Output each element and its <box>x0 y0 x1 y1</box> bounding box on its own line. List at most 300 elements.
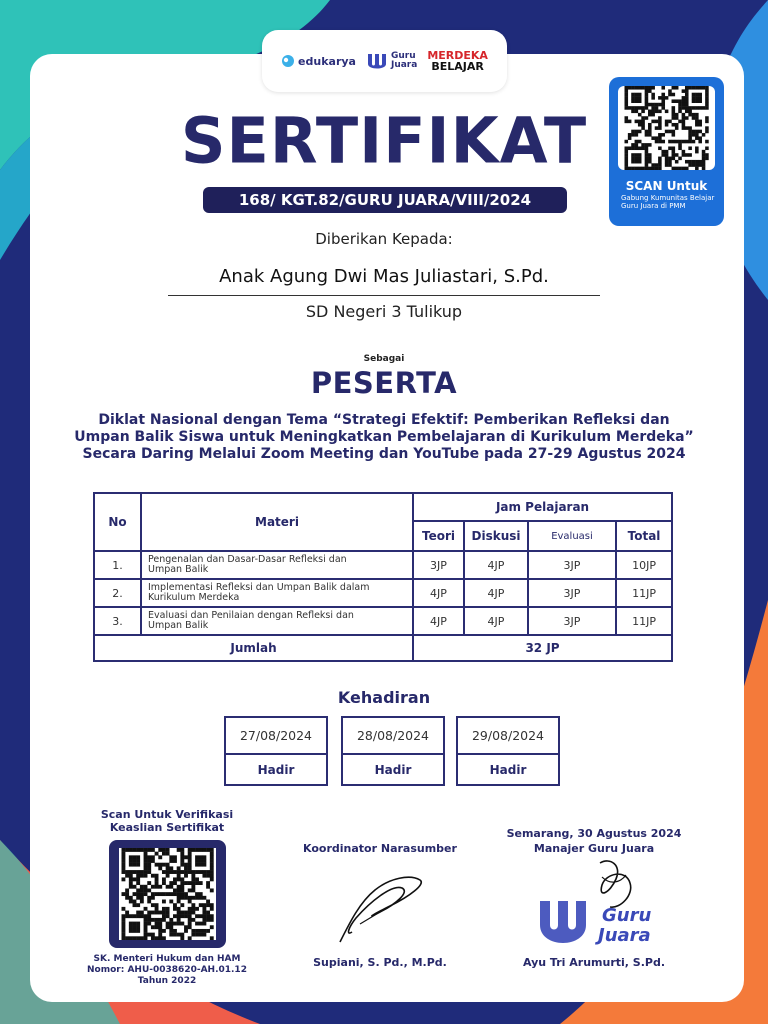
qr-module <box>199 896 203 900</box>
row-teori: 4JP <box>413 607 464 635</box>
qr-module <box>210 866 214 870</box>
qr-module <box>202 863 206 867</box>
qr-module <box>158 933 162 937</box>
qr-module <box>202 874 206 878</box>
header-no: No <box>94 493 141 551</box>
qr-module <box>177 911 181 915</box>
qr-module <box>147 881 151 885</box>
qr-module <box>147 859 151 863</box>
qr-module <box>177 907 181 911</box>
qr-module <box>173 877 177 881</box>
qr-verify-certificate[interactable] <box>109 840 226 948</box>
qr-module <box>631 86 635 90</box>
qr-module <box>129 855 133 859</box>
qr-module <box>188 922 192 926</box>
qr-module <box>173 914 177 918</box>
certificate-number: 168/ KGT.82/GURU JUARA/VIII/2024 <box>203 187 567 213</box>
qr-module <box>169 933 173 937</box>
qr-module <box>155 911 159 915</box>
qr-module <box>184 925 188 929</box>
qr-module <box>180 888 184 892</box>
qr-module <box>199 929 203 933</box>
qr-module <box>188 936 192 940</box>
qr-module <box>169 866 173 870</box>
qr-module <box>206 885 210 889</box>
attendance-date: 29/08/2024 <box>458 718 558 755</box>
qr-module <box>705 93 709 97</box>
qr-module <box>169 929 173 933</box>
row-materi <box>141 551 413 579</box>
qr-module <box>136 881 140 885</box>
sum-value: 32 JP <box>413 635 672 661</box>
qr-module <box>184 896 188 900</box>
qr-module <box>158 892 162 896</box>
qr-module <box>147 855 151 859</box>
qr-module <box>140 848 144 852</box>
qr-module <box>188 870 192 874</box>
qr-module <box>177 870 181 874</box>
manager-title: Manajer Guru Juara <box>533 842 655 855</box>
qr-module <box>158 863 162 867</box>
table-row <box>94 551 672 579</box>
qr-module <box>173 922 177 926</box>
qr-module <box>162 911 166 915</box>
qr-module <box>155 881 159 885</box>
qr-module <box>685 86 689 90</box>
qr-module <box>188 848 192 852</box>
qr-module <box>184 929 188 933</box>
qr-module <box>162 870 166 874</box>
qr-module <box>202 918 206 922</box>
qr-module <box>188 859 192 863</box>
qr-module <box>184 855 188 859</box>
edukarya-icon <box>281 54 295 68</box>
header-total: Total <box>616 521 672 551</box>
qr-module <box>136 877 140 881</box>
qr-module <box>195 896 199 900</box>
qr-module <box>625 96 629 100</box>
qr-module <box>136 870 140 874</box>
qr-module <box>136 855 140 859</box>
qr-module <box>188 925 192 929</box>
qr-module <box>651 93 655 97</box>
qr-module <box>210 863 214 867</box>
qr-module <box>210 870 214 874</box>
qr-module <box>698 86 702 90</box>
qr-module <box>692 93 696 97</box>
qr-module <box>147 914 151 918</box>
qr-module <box>180 859 184 863</box>
qr-module <box>129 874 133 878</box>
qr-module <box>158 929 162 933</box>
qr-module <box>169 925 173 929</box>
qr-module <box>202 922 206 926</box>
qr-module <box>144 852 148 856</box>
qr-module <box>210 914 214 918</box>
qr-module <box>129 936 133 940</box>
qr-module <box>125 874 129 878</box>
qr-module <box>151 933 155 937</box>
qr-module <box>180 863 184 867</box>
qr-module <box>685 96 689 100</box>
qr-module <box>180 911 184 915</box>
row-diskusi: 4JP <box>464 607 528 635</box>
qr-module <box>147 870 151 874</box>
qr-module <box>155 874 159 878</box>
qr-module <box>210 848 214 852</box>
name-underline <box>168 295 600 296</box>
qr-module <box>125 870 129 874</box>
materi-line: Pengenalan dan Dasar-Dasar Refleksi dan <box>148 554 347 565</box>
qr-module <box>136 859 140 863</box>
qr-module <box>169 859 173 863</box>
qr-module <box>129 900 133 904</box>
qr-module <box>675 86 679 90</box>
qr-module <box>210 859 214 863</box>
qr-module <box>122 922 126 926</box>
qr-module <box>695 86 699 90</box>
qr-module <box>173 907 177 911</box>
qr-module <box>136 922 140 926</box>
qr-module <box>661 96 665 100</box>
sum-label: Jumlah <box>94 635 413 661</box>
qr-module <box>151 874 155 878</box>
qr-module <box>672 86 676 90</box>
qr-module <box>155 852 159 856</box>
qr-module <box>645 96 649 100</box>
qr-module <box>173 933 177 937</box>
qr-module <box>173 859 177 863</box>
materi-line: Umpan Balik <box>148 620 209 631</box>
qr-module <box>177 877 181 881</box>
qr-module <box>144 859 148 863</box>
qr-module <box>122 859 126 863</box>
qr-module <box>162 881 166 885</box>
qr-module <box>180 885 184 889</box>
qr-module <box>169 900 173 904</box>
qr-module <box>129 848 133 852</box>
qr-module <box>184 914 188 918</box>
qr-module <box>180 936 184 940</box>
qr-module <box>177 922 181 926</box>
qr-module <box>188 852 192 856</box>
qr-module <box>180 848 184 852</box>
qr-module <box>651 96 655 100</box>
qr-module <box>122 918 126 922</box>
juara-text: Juara <box>390 60 418 70</box>
qr-module <box>188 888 192 892</box>
recipient-name: Anak Agung Dwi Mas Juliastari, S.Pd. <box>219 266 549 287</box>
coordinator-title: Koordinator Narasumber <box>303 842 457 855</box>
qr-module <box>199 870 203 874</box>
qr-module <box>645 86 649 90</box>
qr-module <box>169 855 173 859</box>
qr-module <box>645 93 649 97</box>
qr-module <box>136 925 140 929</box>
qr-module <box>206 929 210 933</box>
qr-module <box>173 855 177 859</box>
qr-module <box>140 914 144 918</box>
qr-module <box>191 903 195 907</box>
table-row <box>94 607 672 635</box>
qr-module <box>177 874 181 878</box>
given-to-label: Diberikan Kepada: <box>315 230 453 248</box>
qr-module <box>166 914 170 918</box>
qr-module <box>206 874 210 878</box>
qr-module <box>140 885 144 889</box>
qr-module <box>144 925 148 929</box>
qr-code-bottom <box>119 848 216 940</box>
qr-module <box>133 863 137 867</box>
qr-module <box>177 900 181 904</box>
qr-module <box>122 863 126 867</box>
table-row <box>94 579 672 607</box>
qr-module <box>147 911 151 915</box>
qr-module <box>672 93 676 97</box>
qr-module <box>188 900 192 904</box>
qr-module <box>202 870 206 874</box>
qr-module <box>628 86 632 90</box>
qr-module <box>210 874 214 878</box>
row-total: 10JP <box>616 551 672 579</box>
qr-module <box>122 907 126 911</box>
attendance-day <box>224 716 328 786</box>
qr-module <box>136 911 140 915</box>
row-no: 2. <box>94 579 141 607</box>
qr-module <box>173 881 177 885</box>
qr-module <box>188 855 192 859</box>
qr-module <box>166 870 170 874</box>
qr-module <box>158 855 162 859</box>
qr-module <box>162 892 166 896</box>
qr-module <box>685 89 689 93</box>
recipient-role: PESERTA <box>310 366 458 400</box>
guru-text: Guru <box>390 51 416 61</box>
qr-module <box>133 885 137 889</box>
qr-module <box>188 881 192 885</box>
qr-module <box>184 892 188 896</box>
qr-module <box>698 96 702 100</box>
qr-module <box>202 933 206 937</box>
qr-module <box>645 89 649 93</box>
qr-module <box>166 892 170 896</box>
qr-module <box>122 855 126 859</box>
qr-module <box>625 86 629 90</box>
qr-module <box>210 877 214 881</box>
qr-module <box>177 896 181 900</box>
qr-module <box>166 848 170 852</box>
stamp-guru: Guru <box>602 905 652 926</box>
qr-module <box>125 914 129 918</box>
qr-module <box>191 885 195 889</box>
qr-module <box>180 933 184 937</box>
qr-module <box>136 936 140 940</box>
row-total: 11JP <box>616 607 672 635</box>
qr-module <box>635 93 639 97</box>
qr-module <box>625 93 629 97</box>
qr-module <box>166 885 170 889</box>
qr-module <box>188 918 192 922</box>
qr-module <box>155 863 159 867</box>
qr-module <box>140 874 144 878</box>
qr-module <box>698 93 702 97</box>
qr-module <box>125 911 129 915</box>
qr-module <box>206 903 210 907</box>
qr-module <box>144 922 148 926</box>
qr-module <box>144 870 148 874</box>
qr-module <box>210 903 214 907</box>
event-description <box>40 412 728 463</box>
qr-module <box>133 922 137 926</box>
qr-module <box>122 914 126 918</box>
qr-module <box>641 86 645 90</box>
qr-module <box>125 896 129 900</box>
header-jam-pelajaran: Jam Pelajaran <box>413 493 672 521</box>
header-evaluasi: Evaluasi <box>528 521 616 551</box>
qr-module <box>195 892 199 896</box>
qr-module <box>188 896 192 900</box>
qr-module <box>151 896 155 900</box>
qr-module <box>705 96 709 100</box>
qr-module <box>158 918 162 922</box>
qr-module <box>195 848 199 852</box>
qr-module <box>210 918 214 922</box>
qr-module <box>140 900 144 904</box>
qr-module <box>133 848 137 852</box>
qr-module <box>195 929 199 933</box>
legal-registration <box>62 954 272 987</box>
qr-module <box>129 859 133 863</box>
materi-line: Implementasi Refleksi dan Umpan Balik dalam <box>148 582 370 593</box>
qr-module <box>151 859 155 863</box>
qr-module <box>136 903 140 907</box>
qr-module <box>125 888 129 892</box>
qr-module <box>695 96 699 100</box>
qr-module <box>180 881 184 885</box>
qr-module <box>191 929 195 933</box>
qr-module <box>177 914 181 918</box>
qr-module <box>129 863 133 867</box>
qr-module <box>140 911 144 915</box>
qr-module <box>122 870 126 874</box>
qr-module <box>206 911 210 915</box>
qr-module <box>136 888 140 892</box>
qr-module <box>155 922 159 926</box>
lesson-hours-table <box>93 492 673 662</box>
qr-module <box>191 911 195 915</box>
qr-module <box>202 907 206 911</box>
qr-module <box>158 925 162 929</box>
qr-module <box>158 848 162 852</box>
qr-module <box>631 96 635 100</box>
qr-module <box>140 896 144 900</box>
qr-module <box>169 892 173 896</box>
qr-module <box>129 925 133 929</box>
qr-module <box>166 852 170 856</box>
signing-block <box>488 826 700 856</box>
qr-module <box>195 922 199 926</box>
edukarya-logo <box>281 54 356 68</box>
qr-module <box>147 922 151 926</box>
attendance-day <box>456 716 560 786</box>
qr-module <box>158 866 162 870</box>
qr-module <box>144 929 148 933</box>
attendance-title: Kehadiran <box>337 688 431 707</box>
qr-module <box>166 907 170 911</box>
qr-module <box>682 89 686 93</box>
qr-module <box>177 885 181 889</box>
qr-module <box>133 892 137 896</box>
qr-module <box>122 848 126 852</box>
qr-module <box>147 900 151 904</box>
attendance-day <box>341 716 445 786</box>
qr-module <box>122 929 126 933</box>
qr-module <box>199 903 203 907</box>
qr-module <box>129 885 133 889</box>
qr-module <box>695 93 699 97</box>
qr-module <box>151 911 155 915</box>
qr-module <box>144 936 148 940</box>
qr-module <box>191 874 195 878</box>
qr-module <box>210 936 214 940</box>
coordinator-signature <box>330 862 430 952</box>
qr-module <box>129 881 133 885</box>
qr-module <box>202 859 206 863</box>
qr-module <box>151 918 155 922</box>
qr-module <box>180 855 184 859</box>
qr-module <box>122 892 126 896</box>
row-evaluasi: 3JP <box>528 607 616 635</box>
row-teori: 3JP <box>413 551 464 579</box>
qr-module <box>177 892 181 896</box>
verify-line: Keaslian Sertifikat <box>109 821 225 834</box>
qr-module <box>144 888 148 892</box>
row-diskusi: 4JP <box>464 579 528 607</box>
qr-module <box>210 925 214 929</box>
description-line: Umpan Balik Siswa untuk Meningkatkan Pembelajaran di Kurikulum Merdeka” <box>74 429 694 445</box>
description-line: Secara Daring Melalui Zoom Meeting dan YouTube pada 27-29 Agustus 2024 <box>82 446 686 462</box>
qr-module <box>658 96 662 100</box>
qr-module <box>184 911 188 915</box>
qr-module <box>136 914 140 918</box>
qr-module <box>180 852 184 856</box>
qr-module <box>210 907 214 911</box>
qr-module <box>155 918 159 922</box>
qr-module <box>184 866 188 870</box>
qr-module <box>635 96 639 100</box>
qr-module <box>702 86 706 90</box>
qr-module <box>136 896 140 900</box>
qr-module <box>129 896 133 900</box>
qr-module <box>144 874 148 878</box>
row-no: 1. <box>94 551 141 579</box>
qr-module <box>140 892 144 896</box>
qr-module <box>136 892 140 896</box>
certificate-title: SERTIFIKAT <box>180 103 588 178</box>
qr-module <box>162 918 166 922</box>
sum-row <box>94 635 672 661</box>
row-evaluasi: 3JP <box>528 579 616 607</box>
logo-bar <box>262 30 507 92</box>
qr-module <box>122 933 126 937</box>
qr-module <box>162 929 166 933</box>
qr-module <box>162 863 166 867</box>
qr-module <box>180 870 184 874</box>
qr-module <box>140 888 144 892</box>
qr-module <box>147 918 151 922</box>
qr-module <box>191 848 195 852</box>
qr-module <box>668 89 672 93</box>
